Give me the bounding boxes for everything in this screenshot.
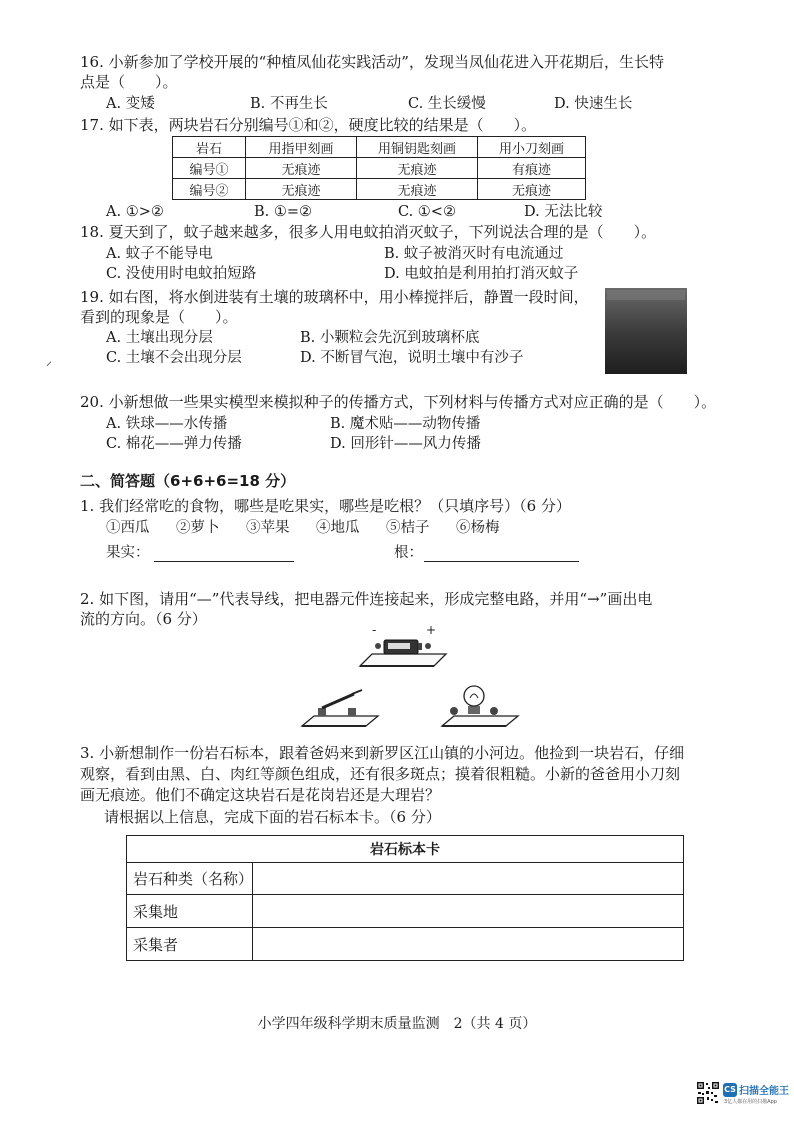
svg-text:+: + bbox=[426, 623, 437, 637]
q20-option-b: B. 魔术贴——动物传播 bbox=[330, 416, 481, 432]
rock-type-field[interactable] bbox=[253, 863, 684, 895]
table-cell: 无痕迹 bbox=[246, 158, 357, 179]
sq3-line2: 观察，看到由黑、白、肉红等颜色组成，还有很多斑点；摸着很粗糙。小新的爸爸用小刀刻 bbox=[80, 765, 681, 783]
page-footer: 小学四年级科学期末质量监测 2（共 4 页） bbox=[257, 1016, 537, 1032]
root-label: 根： bbox=[394, 545, 423, 561]
table-cell: 无痕迹 bbox=[357, 158, 478, 179]
card-row-label: 采集者 bbox=[127, 928, 253, 961]
card-row-label: 采集地 bbox=[127, 895, 253, 928]
stray-mark: ⸝ bbox=[46, 354, 53, 368]
food-item: ④地瓜 bbox=[316, 520, 360, 536]
card-title: 岩石标本卡 bbox=[127, 836, 684, 863]
table-cell: 无痕迹 bbox=[357, 179, 478, 200]
table-header: 用小刀刻画 bbox=[478, 137, 586, 158]
qr-code-icon bbox=[696, 1081, 720, 1105]
q18-option-a: A. 蚊子不能导电 bbox=[106, 246, 213, 262]
food-item: ②萝卜 bbox=[176, 520, 220, 536]
table-cell: 编号① bbox=[173, 158, 246, 179]
q18-option-c: C. 没使用时电蚊拍短路 bbox=[106, 266, 257, 282]
q20-option-a: A. 铁球——水传播 bbox=[106, 416, 228, 432]
sq2-line2: 流的方向。（6 分） bbox=[80, 610, 207, 628]
q20-option-c: C. 棉花——弹力传播 bbox=[106, 436, 242, 452]
root-answer-line[interactable] bbox=[424, 561, 579, 562]
table-row bbox=[127, 863, 684, 895]
table-cell: 无痕迹 bbox=[246, 179, 357, 200]
fruit-answer-line[interactable] bbox=[154, 561, 294, 562]
fruit-label: 果实： bbox=[106, 545, 150, 561]
section-title: 二、简答题（6+6+6=18 分） bbox=[80, 472, 296, 490]
sq3-line1: 3. 小新想制作一份岩石标本，跟着爸妈来到新罗区江山镇的小河边。他捡到一块岩石，仔细 bbox=[80, 744, 685, 762]
food-item: ⑥杨梅 bbox=[456, 520, 500, 536]
q19-option-c: C. 土壤不会出现分层 bbox=[106, 350, 242, 366]
scanner-brand: 扫描全能王 bbox=[739, 1086, 789, 1097]
sq3-line3: 画无痕迹。他们不确定这块岩石是花岗岩还是大理岩？ bbox=[80, 786, 441, 804]
sq3-line4: 请根据以上信息，完成下面的岩石标本卡。（6 分） bbox=[104, 808, 441, 826]
q17-option-d: D. 无法比较 bbox=[524, 204, 603, 220]
scanner-tagline: 3亿人都在用的扫描App bbox=[724, 1099, 777, 1105]
battery-diagram bbox=[358, 622, 448, 672]
table-row bbox=[173, 158, 586, 179]
q16-option-c: C. 生长缓慢 bbox=[408, 96, 486, 112]
table-header: 岩石 bbox=[173, 137, 246, 158]
switch-diagram bbox=[300, 686, 380, 732]
q19-option-a: A. 土壤出现分层 bbox=[106, 330, 213, 346]
food-item: ③苹果 bbox=[246, 520, 290, 536]
q16-line2: 点是（ ）。 bbox=[80, 73, 178, 91]
table-header: 用铜钥匙刻画 bbox=[357, 137, 478, 158]
collector-field[interactable] bbox=[253, 928, 684, 961]
q16-option-b: B. 不再生长 bbox=[250, 96, 328, 112]
food-item: ①西瓜 bbox=[106, 520, 150, 536]
q16-option-a: A. 变矮 bbox=[106, 96, 155, 112]
table-cell: 有痕迹 bbox=[478, 158, 586, 179]
food-item: ⑤桔子 bbox=[386, 520, 430, 536]
q18-stem: 18. 夏天到了，蚊子越来越多，很多人用电蚊拍消灭蚊子，下列说法合理的是（ ）。 bbox=[80, 223, 657, 241]
card-row-label: 岩石种类（名称） bbox=[127, 863, 253, 895]
bulb-diagram bbox=[440, 680, 520, 732]
table-row bbox=[173, 179, 586, 200]
q19-line2: 看到的现象是（ ）。 bbox=[80, 308, 238, 326]
q20-stem: 20. 小新想做一些果实模型来模拟种子的传播方式，下列材料与传播方式对应正确的是（ ）。 bbox=[80, 393, 717, 411]
table-header: 用指甲刻画 bbox=[246, 137, 357, 158]
table-row bbox=[127, 895, 684, 928]
soil-glass-photo bbox=[605, 288, 687, 374]
q17-option-a: A. ①>② bbox=[106, 204, 164, 220]
q18-option-d: D. 电蚊拍是利用拍打消灭蚊子 bbox=[384, 266, 579, 282]
collection-place-field[interactable] bbox=[253, 895, 684, 928]
q16-option-d: D. 快速生长 bbox=[554, 96, 633, 112]
camscanner-logo-icon: CS bbox=[723, 1083, 737, 1097]
hardness-table bbox=[172, 136, 586, 200]
q19-line1: 19. 如右图，将水倒进装有土壤的玻璃杯中，用小棒搅拌后，静置一段时间， bbox=[80, 288, 589, 306]
q17-option-c: C. ①<② bbox=[398, 204, 456, 220]
q18-option-b: B. 蚊子被消灭时有电流通过 bbox=[384, 246, 564, 262]
rock-specimen-card bbox=[126, 835, 684, 961]
table-cell: 无痕迹 bbox=[478, 179, 586, 200]
q19-option-d: D. 不断冒气泡，说明土壤中有沙子 bbox=[300, 350, 524, 366]
q17-stem: 17. 如下表，两块岩石分别编号①和②，硬度比较的结果是（ ）。 bbox=[80, 116, 537, 134]
sq1-stem: 1. 我们经常吃的食物，哪些是吃果实，哪些是吃根？（只填序号）（6 分） bbox=[80, 497, 571, 515]
table-row bbox=[127, 928, 684, 961]
table-header-row bbox=[173, 137, 586, 158]
card-title-row bbox=[127, 836, 684, 863]
q20-option-d: D. 回形针——风力传播 bbox=[330, 436, 481, 452]
sq2-line1: 2. 如下图，请用“—”代表导线，把电器元件连接起来，形成完整电路，并用“→”画出电 bbox=[80, 590, 653, 608]
q19-option-b: B. 小颗粒会先沉到玻璃杯底 bbox=[300, 330, 480, 346]
svg-text:-: - bbox=[372, 623, 377, 637]
table-cell: 编号② bbox=[173, 179, 246, 200]
q17-option-b: B. ①=② bbox=[254, 204, 313, 220]
q16-line1: 16. 小新参加了学校开展的“种植凤仙花实践活动”，发现当凤仙花进入开花期后，生长特 bbox=[80, 53, 664, 71]
